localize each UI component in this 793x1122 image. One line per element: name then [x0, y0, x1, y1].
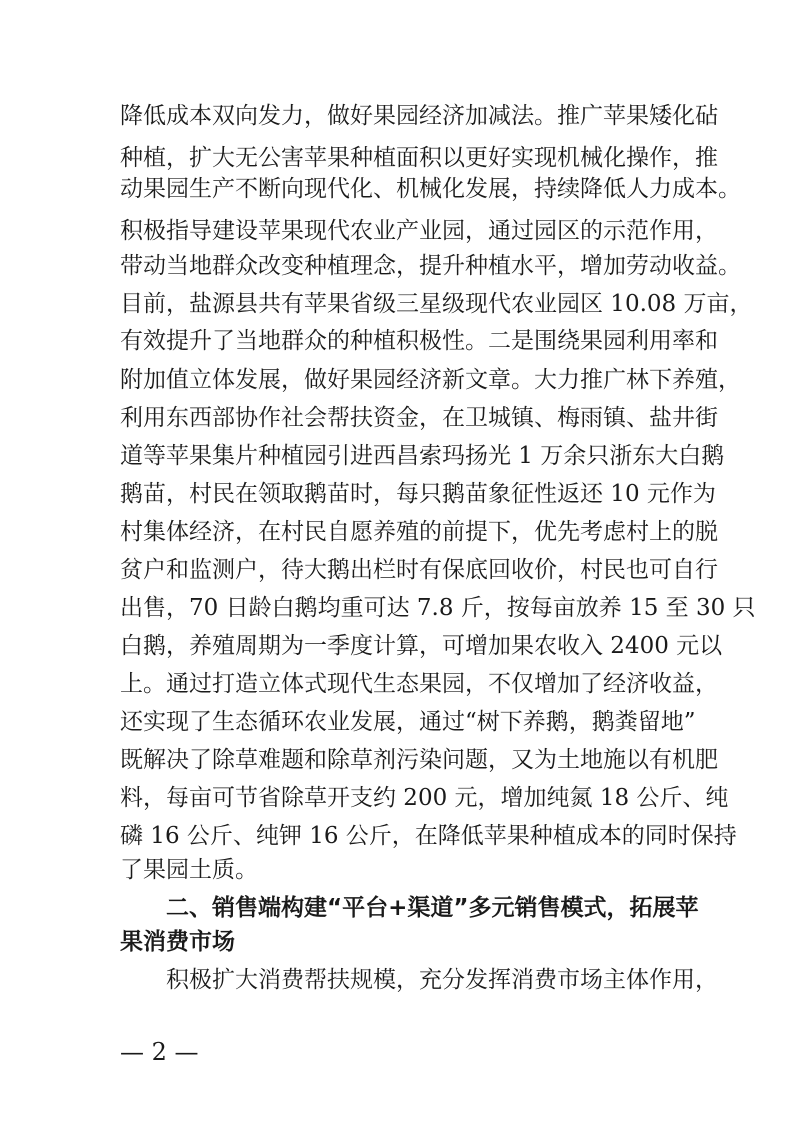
body-text-line: 磷 16 公斤、纯钾 16 公斤，在降低苹果种植成本的同时保持	[120, 823, 737, 849]
body-text-line: 带动当地群众改变种植理念，提升种植水平，增加劳动收益。	[120, 253, 741, 279]
body-text-line: 了果园土质。	[120, 857, 258, 883]
page-number: — 2 —	[120, 1038, 199, 1066]
body-text-line: 积极扩大消费帮扶规模，充分发挥消费市场主体作用，	[166, 967, 718, 993]
section-heading: 二、销售端构建“平台+渠道”多元销售模式，拓展苹	[166, 895, 699, 921]
body-text-line: 种植，扩大无公害苹果种植面积以更好实现机械化操作，推	[120, 145, 718, 171]
body-text-line: 附加值立体发展，做好果园经济新文章。大力推广林下养殖，	[120, 367, 741, 393]
body-text-line: 还实现了生态循环农业发展，通过“树下养鹅，鹅粪留地”	[120, 709, 696, 735]
body-text-line: 利用东西部协作社会帮扶资金，在卫城镇、梅雨镇、盐井街	[120, 405, 718, 431]
section-heading: 果消费市场	[120, 929, 235, 955]
body-text-line: 目前，盐源县共有苹果省级三星级现代农业园区 10.08 万亩，	[120, 291, 753, 317]
body-text-line: 出售，70 日龄白鹅均重可达 7.8 斤，按每亩放养 15 至 30 只	[120, 595, 756, 621]
body-text-line: 白鹅，养殖周期为一季度计算，可增加果农收入 2400 元以	[120, 633, 723, 659]
body-text-line: 料，每亩可节省除草开支约 200 元，增加纯氮 18 公斤、纯	[120, 785, 729, 811]
body-text-line: 贫户和监测户，待大鹅出栏时有保底回收价，村民也可自行	[120, 557, 718, 583]
body-text-line: 鹅苗，村民在领取鹅苗时，每只鹅苗象征性返还 10 元作为	[120, 481, 716, 507]
body-text-line: 既解决了除草难题和除草剂污染问题，又为土地施以有机肥	[120, 747, 718, 773]
body-text-line: 降低成本双向发力，做好果园经济加减法。推广苹果矮化砧	[120, 103, 718, 129]
body-text-line: 动果园生产不断向现代化、机械化发展，持续降低人力成本。	[120, 176, 741, 202]
body-text-line: 道等苹果集片种植园引进西昌索玛扬光 1 万余只浙东大白鹅	[120, 443, 725, 469]
body-text-line: 积极指导建设苹果现代农业产业园，通过园区的示范作用，	[120, 218, 718, 244]
body-text-line: 上。通过打造立体式现代生态果园，不仅增加了经济收益，	[120, 671, 718, 697]
body-text-line: 村集体经济，在村民自愿养殖的前提下，优先考虑村上的脱	[120, 519, 718, 545]
body-text-line: 有效提升了当地群众的种植积极性。二是围绕果园利用率和	[120, 328, 718, 354]
